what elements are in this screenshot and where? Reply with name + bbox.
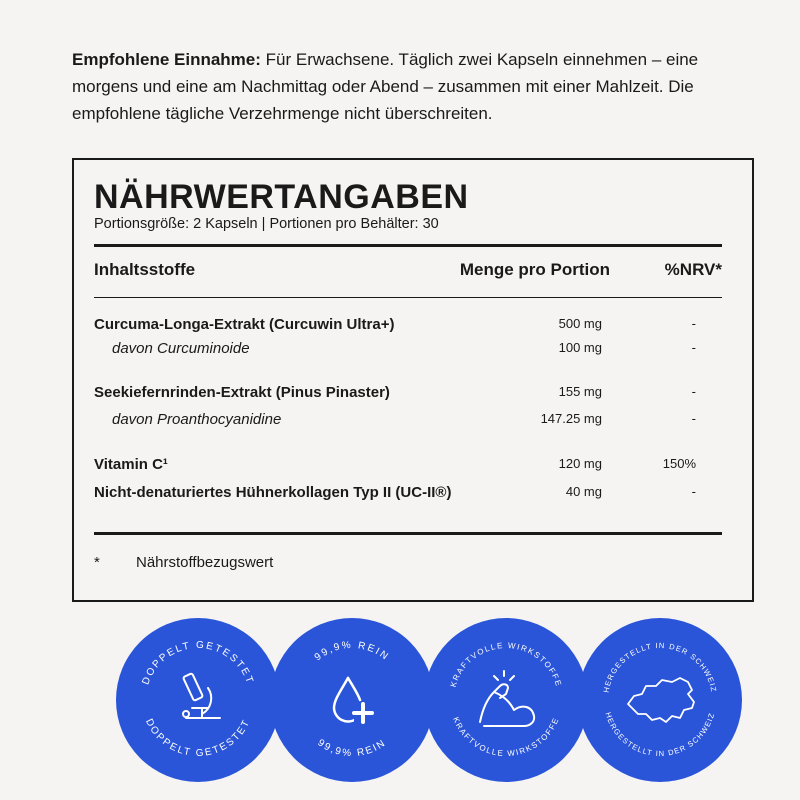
badge-powerful-ingredients xyxy=(424,618,588,782)
badge-text-bottom: HERGESTELLT IN DER SCHWEIZ xyxy=(603,711,717,759)
svg-text:DOPPELT GETESTET xyxy=(140,640,255,687)
badge-text-top: 99,9% REIN xyxy=(312,639,392,664)
nutrition-facts-panel xyxy=(72,158,754,602)
recommended-intake-body: Für Erwachsene. Täglich zwei Kapseln einnehmen – eine morgens und eine am Nachmittag oder Abend – zusammen mit einer Mahlzeit. Die empfohlene tägliche Verzehrmenge nicht überschreiten. xyxy=(72,50,699,123)
water-drop-plus-icon xyxy=(334,678,372,722)
ingredient-name: Vitamin C¹ xyxy=(94,456,168,473)
serving-info: Portionsgröße: 2 Kapseln | Portionen pro Behälter: 30 xyxy=(94,216,439,232)
ingredient-amount: 500 mg xyxy=(558,316,602,331)
ingredient-nrv: 150% xyxy=(662,456,696,471)
badge-text-bottom: DOPPELT GETESTET xyxy=(143,717,253,760)
ingredient-amount: 155 mg xyxy=(558,384,602,399)
ingredient-name: davon Curcuminoide xyxy=(112,340,250,357)
header-amount: Menge pro Portion xyxy=(459,260,610,279)
footnote-text: Nährstoffbezugswert xyxy=(136,554,274,571)
ingredient-nrv: - xyxy=(691,316,696,331)
badge-text-top: DOPPELT GETESTET xyxy=(140,639,256,687)
svg-text:99,9% REIN xyxy=(313,640,392,664)
svg-text:99,9% REIN xyxy=(315,737,388,759)
ingredient-nrv: - xyxy=(691,340,696,355)
flexed-arm-icon xyxy=(480,671,534,726)
recommended-intake-text xyxy=(72,46,762,127)
panel-title: NÄHRWERTANGABEN xyxy=(94,178,469,216)
ingredient-name: davon Proanthocyanidine xyxy=(112,411,282,428)
ingredient-name: Curcuma-Longa-Extrakt (Curcuwin Ultra+) xyxy=(94,316,395,333)
badge-text-bottom: KRAFTVOLLE WIRKSTOFFE xyxy=(451,715,561,759)
header-nrv: %NRV* xyxy=(664,260,722,279)
recommended-intake-label: Empfohlene Einnahme: xyxy=(72,50,261,69)
divider-top xyxy=(94,244,722,247)
footnote-mark: * xyxy=(94,554,100,571)
badge-text-top: HERGESTELLT IN DER SCHWEIZ xyxy=(601,640,719,694)
ingredient-name: Seekiefernrinden-Extrakt (Pinus Pinaster) xyxy=(94,384,390,401)
svg-text:DOPPELT GETESTET xyxy=(143,717,253,759)
ingredient-amount: 100 mg xyxy=(558,340,602,355)
microscope-icon xyxy=(183,673,220,718)
ingredient-amount: 120 mg xyxy=(558,456,602,471)
divider-bottom xyxy=(94,532,722,535)
ingredient-amount: 40 mg xyxy=(565,484,602,499)
badge-double-tested xyxy=(116,618,280,782)
ingredient-name: Nicht-denaturiertes Hühnerkollagen Typ II (UC-II®) xyxy=(94,484,452,501)
badge-text-top: KRAFTVOLLE WIRKSTOFFE xyxy=(448,640,564,689)
quality-badges xyxy=(0,618,800,788)
ingredient-amount: 147.25 mg xyxy=(540,411,602,426)
badge-made-in-switzerland xyxy=(578,618,742,782)
badge-text-bottom: 99,9% REIN xyxy=(315,737,389,760)
ingredient-nrv: - xyxy=(691,411,696,426)
header-ingredients: Inhaltsstoffe xyxy=(94,260,196,279)
svg-text:KRAFTVOLLE WIRKSTOFFE xyxy=(451,716,561,758)
svg-text:KRAFTVOLLE WIRKSTOFFE xyxy=(449,641,564,688)
svg-text:HERGESTELLT IN DER SCHWEIZ xyxy=(602,641,719,693)
ingredient-nrv: - xyxy=(691,484,696,499)
divider-header xyxy=(94,297,722,298)
badge-purity xyxy=(270,618,434,782)
ingredient-nrv: - xyxy=(691,384,696,399)
switzerland-map-icon xyxy=(628,678,694,722)
